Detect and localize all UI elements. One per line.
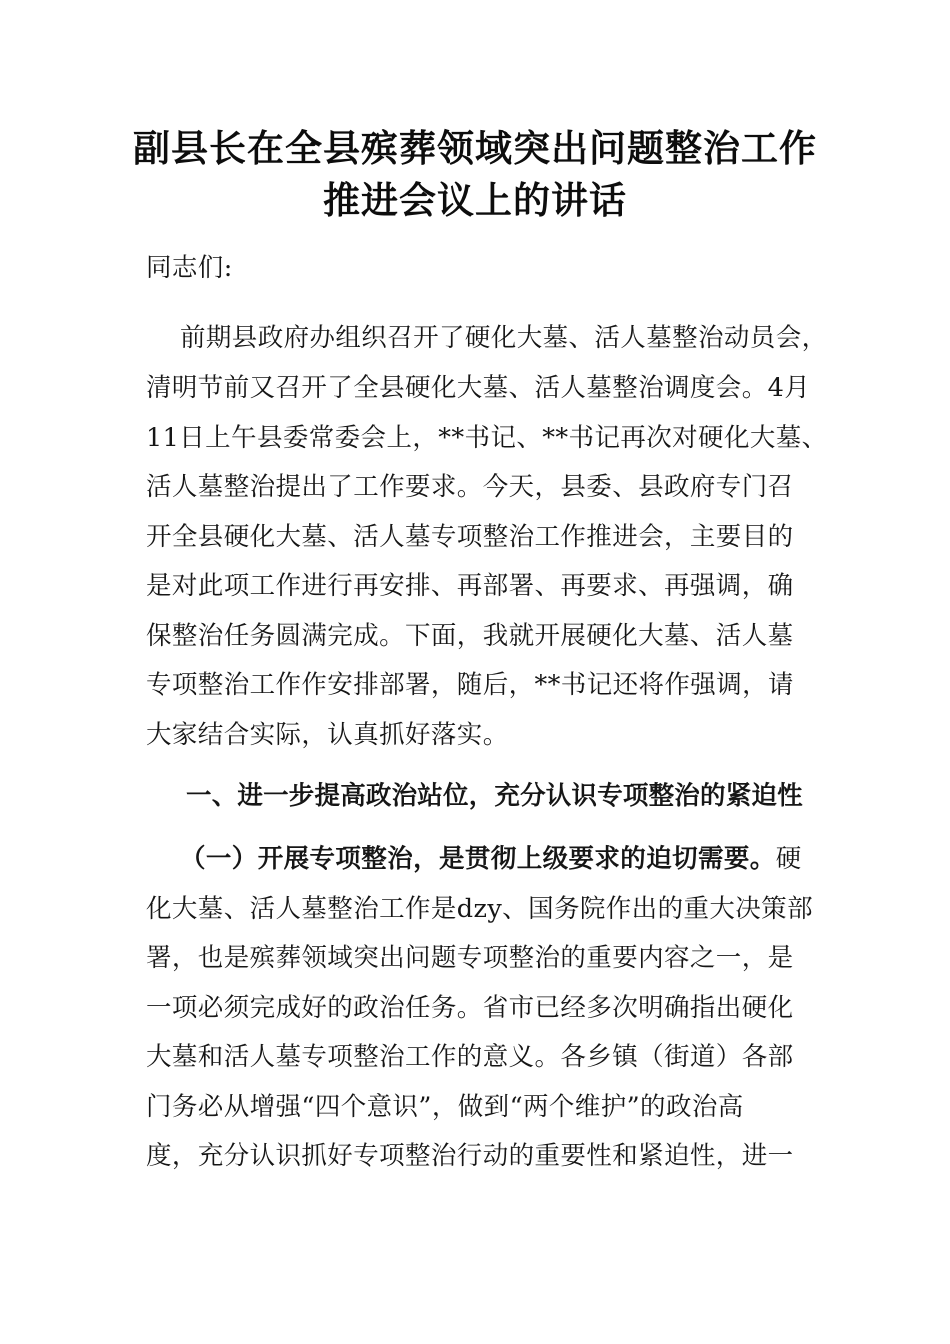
subsection-paragraph-first-line — [180, 839, 860, 879]
paragraph-line: 清明节前又召开了全县硬化大墓、活人墓整治调度会。4月 — [146, 373, 811, 403]
paragraph-line: 一项必须完成好的政治任务。省市已经多次明确指出硬化 — [146, 993, 794, 1023]
subsection-heading: （一）开展专项整治，是贯彻上级要求的迫切需要。 — [180, 844, 776, 874]
paragraph-line: 专项整治工作作安排部署，随后，**书记还将作强调，请 — [146, 670, 794, 700]
salutation: 同志们: — [146, 253, 233, 283]
paragraph-line: 署，也是殡葬领域突出问题专项整治的重要内容之一，是 — [146, 943, 794, 973]
paragraph-line: 化大墓、活人墓整治工作是dzy、国务院作出的重大决策部 — [146, 894, 813, 924]
document-title-line-2: 推进会议上的讲话 — [323, 178, 627, 222]
paragraph-text: 硬 — [775, 844, 802, 874]
paragraph-line: 大墓和活人墓专项整治工作的意义。各乡镇（街道）各部 — [146, 1042, 794, 1072]
section-heading: 一、进一步提高政治站位，充分认识专项整治的紧迫性 — [186, 781, 803, 811]
paragraph-line: 大家结合实际，认真抓好落实。 — [146, 720, 509, 750]
paragraph-line: 前期县政府办组织召开了硬化大墓、活人墓整治动员会， — [180, 323, 828, 353]
paragraph-line: 活人墓整治提出了工作要求。今天，县委、县政府专门召 — [146, 472, 794, 502]
document-title-line-1: 副县长在全县殡葬领域突出问题整治工作 — [133, 126, 817, 170]
paragraph-line: 11日上午县委常委会上，**书记、**书记再次对硬化大墓、 — [146, 423, 828, 453]
paragraph-line: 开全县硬化大墓、活人墓专项整治工作推进会，主要目的 — [146, 522, 794, 552]
paragraph-line: 门务必从增强“四个意识”，做到“两个维护”的政治高 — [146, 1092, 744, 1122]
paragraph-line: 保整治任务圆满完成。下面，我就开展硬化大墓、活人墓 — [146, 621, 794, 651]
paragraph-line: 度，充分认识抓好专项整治行动的重要性和紧迫性，进一 — [146, 1141, 794, 1171]
paragraph-line: 是对此项工作进行再安排、再部署、再要求、再强调，确 — [146, 571, 794, 601]
